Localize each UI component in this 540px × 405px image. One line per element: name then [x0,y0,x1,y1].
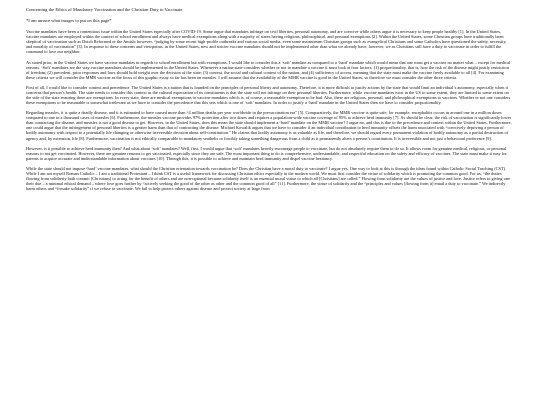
paragraph-herd-immunity: However, is it possible to achieve herd immunity then? And what about ‘soft’ mandates? Well, first, I would argue that ‘soft’ mandates heavily encourage people to vaccinate, but do not absolutely require them to do so. It allows room for genuine medical, religious, or personal reasons to not get vaccinated. However, there are genuine reasons to get vaccinated, especially since they are safe. The most important thing to do is comprehensive, understandable, and respectful education on the safety and efficacy of vaccines. The state must make it easy for parents to acquire accurate and understandable information about vaccines [10]. Through this, it is possible to achieve and maintain herd immunity and dispel vaccine hesitancy. [26,145,507,161]
document-title: Concerning the Ethics of Mandatory Vaccination and the Christian Duty to Vaccinate [26,7,183,12]
paragraph-christian-duty: While the state should not impose ‘hard’ vaccine mandates, what should the Christian orientation towards vaccination be? Does the Christian have a moral duty to vaccinate? I argue yes. One way to look at this is through the ideas found within Catholic Social Teaching (CST). While I am not myself Roman Catholic – I am a traditional Protestant – I think CST is a useful framework for discussing Christian ethics especially in the modern world. We must first consider the virtue of solidarity which is promoting the common good. For us, “the duties flowing from solidarity both commit [Christians] to acting for the benefit of others and are non-optional because solidarity itself is an essential moral virtue to which all [Christians] are called.” Flowing from solidarity are the values of justice and love. Justice refers to giving one their due – a minimal ethical demand – where love goes further by “actively seeking the good of the other as other and the common good of all” [11]. Furthermore, the virtue of solidarity and the “principles and values [flowing from it] entail a duty to vaccinate.” We indirectly harm others and “forsake solidarity” if we refuse to vaccinate. We fail to help protect others against disease and protect society at large from [26,166,510,192]
paragraph-intro: Vaccine mandates have been a contentious issue within the United States especially after COVID-19. Some argue that mandates infringe on civil liberties, personal autonomy, and are coercive while others argue it is necessary to keep people healthy [1]. In the United States, vaccine mandates are employed within the context of school enrollment and always have medical exemptions along with a majority of states having religious, philosophical, and personal exemptions [2]. Within the United States, some Christian groups have traditionally been skeptical of vaccination such as Dutch Reformed or the Amish; however, “judging by some recent high-profile outbreaks and various social media, even some mainstream Christian groups such as evangelical Christians and some Catholics have questioned the safety, necessity, and morality of vaccination” [3]. In response to these concerns and viewpoints, in the United States, new and stricter vaccine mandates should not be implemented other than what we already have; however, we as Christians still have a duty to vaccinate in order to fulfill the command to love our neighbor. [26,29,507,55]
paragraph-context-precedence: First of all, I would like to consider context and precedence. The United States is a nation that is founded on the principles of personal liberty and autonomy. Therefore, it is more difficult to justify actions by the state that would limit an individual’s autonomy, especially when it concerns that person’s health. The state needs to consider this context as the cultural expectation of its constituents is that the state will not infringe on their personal liberties. Furthermore, while vaccine mandates exist in the US to some extent, they are limited to some extent on the side of the state ensuring there are exemptions. In every state, there are medical exemptions to vaccine mandates which is, of course, a reasonable exemption to be had. Also, there are religious, personal, and philosophical exemptions to vaccines. Whether or not one considers these exemptions to be reasonable is somewhat irrelevant as we have to consider the precedence that this sets which is one of ‘soft’ mandates. In order to justify a ‘hard’ mandate in the United States then we have to consider proportionality. [26,84,511,106]
paragraph-measles-proportionality: Regarding measles, it is quite a deadly disease, and it is estimated to have caused more than “4 million deaths per year worldwide in the prevaccination era” [5]. Comparatively, the MMR vaccine is quite safe, for example, encephalitis occurs in around one in a million doses compared to one in a thousand cases of measles [6]. Furthermore, the measles vaccine provides 97% protection after two doses and requires a population-wide vaccine coverage of 95% to achieve herd immunity [7]. As should be clear, the risk of vaccination is significantly lower than contracting the disease, and measles is not a good disease to get. However, in the United States, does this mean the state should implement a ‘hard’ mandate on the MMR vaccine? I argue no, and this is due to the precedence and context within the United States. Furthermore, one could argue that the infringement of personal liberties is a greater harm than that of contracting the disease. Michael Kowalik argues that we have to consider if an individual contribution to herd immunity offsets the harm associated with “coercively depriving a person of bodily autonomy with respect to a potentially life changing or otherwise irreversible decision about self-constitution.” He claims that bodily autonomy is as valuable as life, and therefore, we should regard every permanent violation of bodily autonomy as a partial destruction of agency and, by extension, life [8]. Furthermore, vaccination is not ethically comparable to mandatory seatbelts or forcibly taking something dangerous from a child as it permanently alters a person’s constitution. It is irreversible and not just a behavioral preference [9]. [26,110,512,141]
paragraph-soft-mandates: As stated prior, in the United States we have vaccine mandates in regards to school enrollment but with exemptions. I would like to consider this a ‘soft’ mandate as compared to a ‘hard’ mandate which would mean that one must get a vaccine no matter what – except for medical reasons. ‘Soft’ mandates are the way vaccine mandates should be implemented in the United States. Whenever a nation-state considers whether or not to mandate a vaccine it must look at four factors: (1) proportionality, that is, how the risk of the disease might justify restriction of freedom; (2) precedent, prior responses and laws should hold weight over the decision of the state; (3) context, the social and cultural context of the nation; and (4) sufficiency of access, meaning that the state must make the vaccine freely available to all [4]. For examining these criteria we will consider the MMR vaccine as the focus of this graphic essay so far has been on measles. I will assume that the availability of the MMR vaccine is good in the United States, so therefore we must consider the other three criteria. [26,59,511,80]
image-note: *I am unsure what images to put on this page* [26,18,112,24]
